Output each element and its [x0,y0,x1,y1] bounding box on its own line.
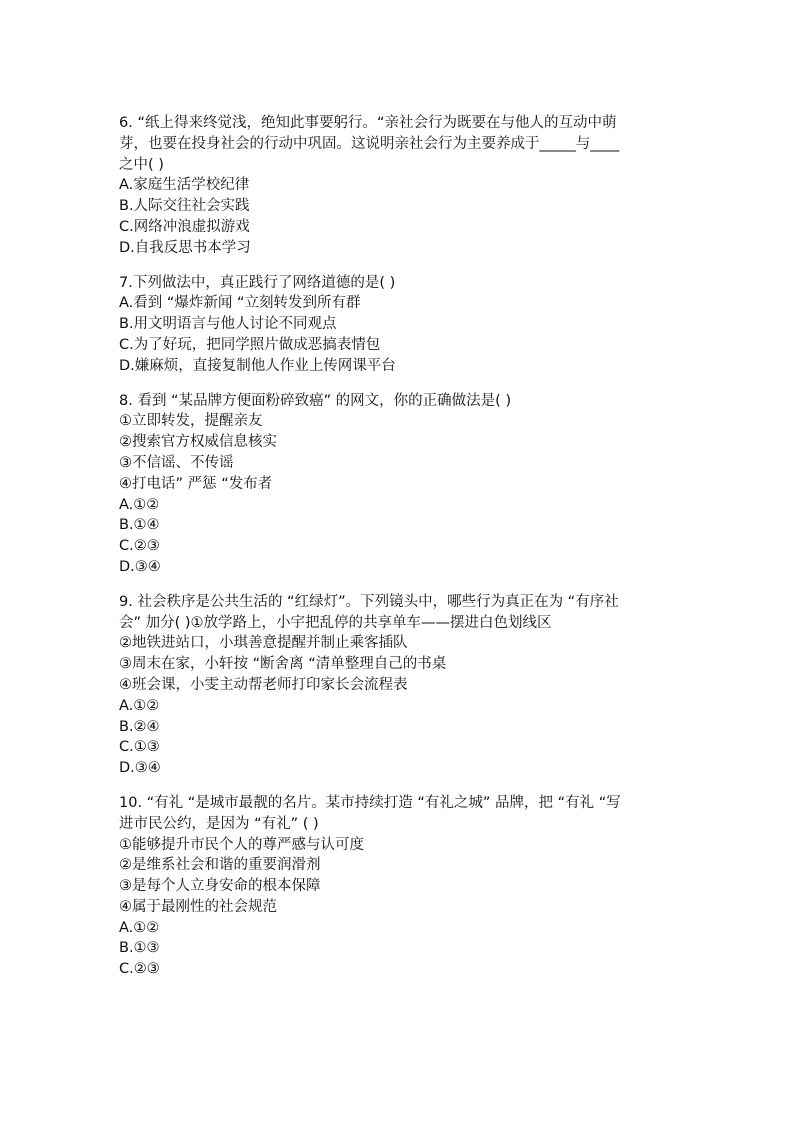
option-line: B.用文明语言与他人讨论不同观点 [119,316,337,333]
question-7 [119,273,679,377]
option-line: B.①④ [119,517,160,534]
statement-line: ②是维系社会和谐的重要润滑剂 [119,857,321,874]
statement-line: ②搜索官方权威信息核实 [119,434,277,451]
option-line: B.①③ [119,940,160,957]
option-line: A.①② [119,919,160,936]
option-line: B.人际交往社会实践 [119,198,250,215]
question-stem-line: 会” 加分( )①放学路上，小宇把乱停的共享单车——摆进白色划线区 [119,614,552,631]
option-line: B.②④ [119,718,160,735]
question-6 [119,113,679,259]
option-line: A.①② [119,697,160,714]
statement-line: ①能够提升市民个人的尊严感与认可度 [119,836,364,853]
question-stem-line: 10. “有礼 “是城市最靓的名片。某市持续打造 “有礼之城” 品牌，把 “有礼 “写 [119,794,621,811]
statement-line: ④打电话” 严惩 “发布者 [119,475,273,492]
option-line: C.②③ [119,538,160,555]
statement-line: ①立即转发，提醒亲友 [119,413,263,430]
question-stem-line: 进市民公约，是因为 “有礼” ( ) [119,815,319,832]
question-stem-line: 8. 看到 “某品牌方便面粉碎致癌” 的网文，你的正确做法是( ) [119,392,512,409]
statement-line: ③是每个人立身安命的根本保障 [119,878,321,895]
question-stem-line: 7.下列做法中，真正践行了网络道德的是( ) [119,274,396,291]
question-8 [119,391,679,578]
option-line: D.③④ [119,558,161,575]
option-line: C.②③ [119,961,160,978]
question-list [119,113,679,994]
statement-line: ③不信谣、不传谣 [119,454,234,471]
option-line: D.③④ [119,760,161,777]
statement-line: ②地铁进站口，小琪善意提醒并制止乘客插队 [119,635,408,652]
question-10 [119,793,679,980]
option-line: A.①② [119,496,160,513]
question-stem-line: 之中( ) [119,156,164,173]
question-stem-line: 9. 社会秩序是公共生活的 “红绿灯”。下列镜头中，哪些行为真正在为 “有序社 [119,593,619,610]
option-line: D.嫌麻烦，直接复制他人作业上传网课平台 [119,357,396,374]
option-line: C.网络冲浪虚拟游戏 [119,218,250,235]
statement-line: ④班会课，小雯主动帮老师打印家长会流程表 [119,676,408,693]
statement-line: ③周末在家，小轩按 “断舍离 “清单整理自己的书桌 [119,656,447,673]
option-line: A.家庭生活学校纪律 [119,177,250,194]
option-line: C.为了好玩，把同学照片做成恶搞表情包 [119,336,381,353]
option-line: D.自我反思书本学习 [119,239,251,256]
question-9 [119,592,679,779]
option-line: A.看到 “爆炸新闻 “立刻转发到所有群 [119,295,361,312]
question-stem-line: 芽，也要在投身社会的行动中巩固。这说明亲社会行为主要养成于_____与____ [119,135,620,152]
statement-line: ④属于最刚性的社会规范 [119,898,277,915]
question-stem-line: 6. “纸上得来终觉浅，绝知此事要躬行。“亲社会行为既要在与他人的互动中萌 [119,115,617,131]
option-line: C.①③ [119,739,160,756]
